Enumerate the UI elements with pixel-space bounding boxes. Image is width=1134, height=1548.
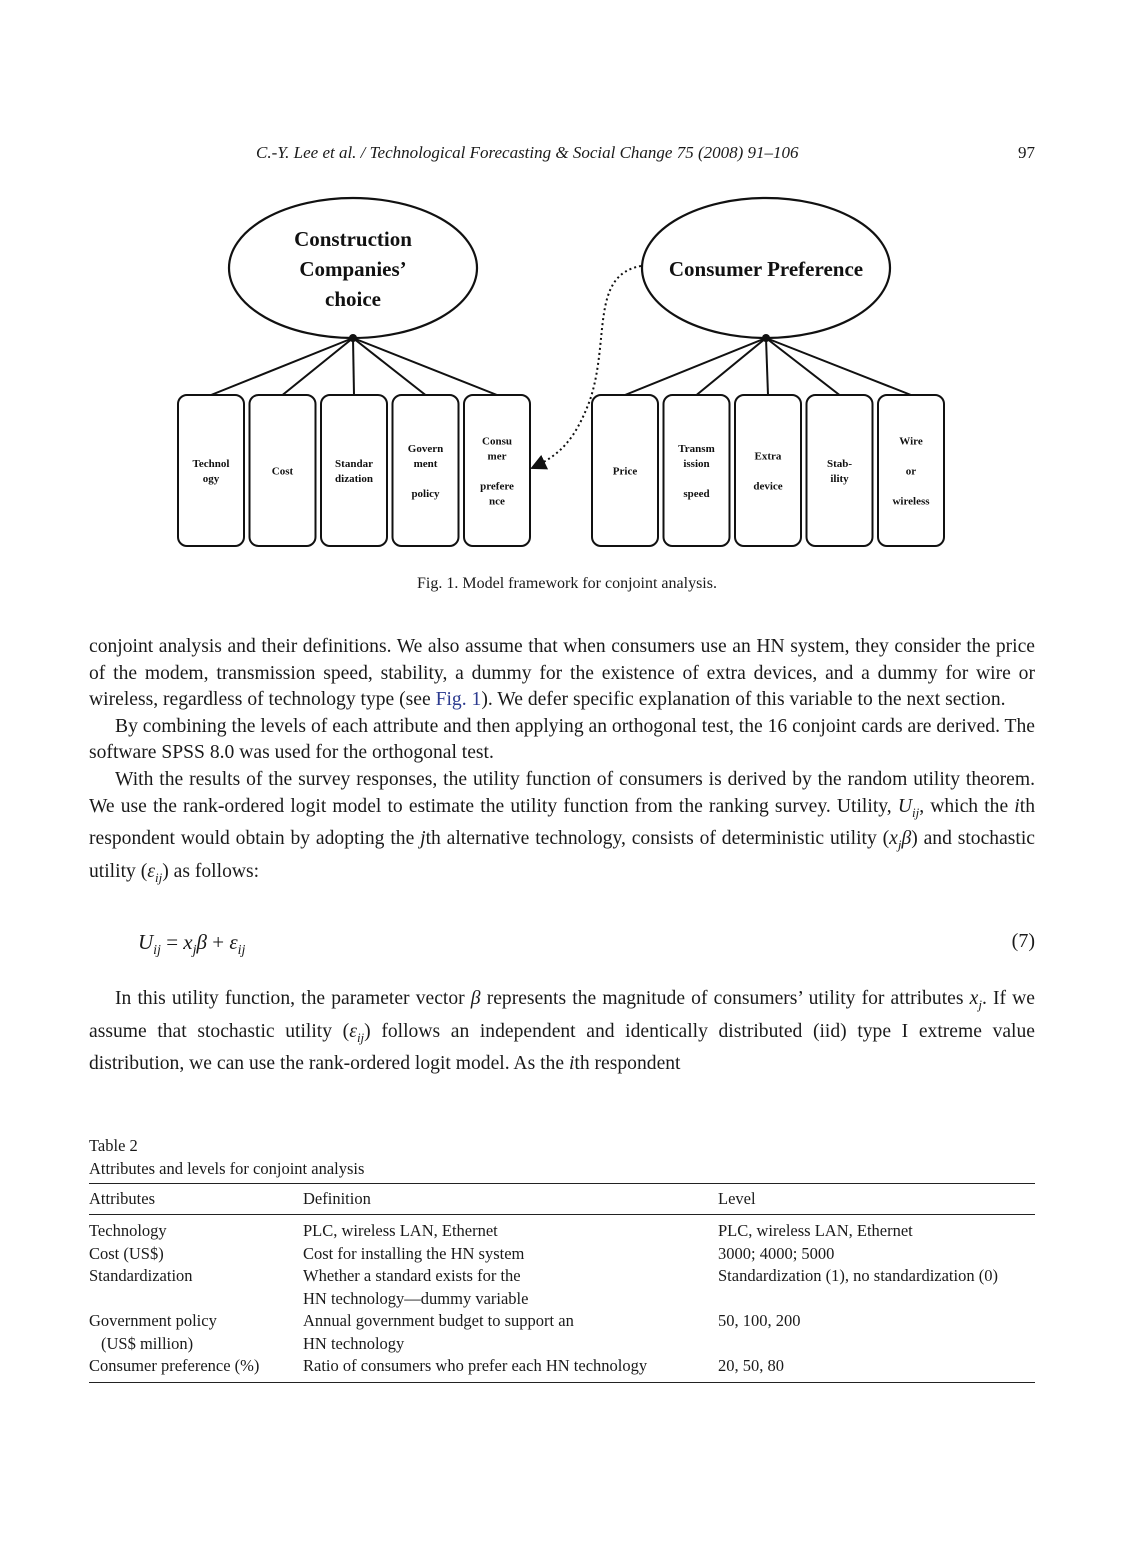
left-attribute-boxes: [178, 334, 530, 546]
left-attribute-label: dization: [335, 473, 373, 485]
cell-attribute: Technology: [89, 1221, 167, 1240]
right-attribute-label: Price: [612, 465, 638, 478]
table-row: [89, 1243, 1035, 1266]
cell-attribute: Standardization: [89, 1266, 193, 1285]
paragraph-1: conjoint analysis and their definitions. We also assume that when consumers use an HN system, they consider the price of the modem, transmission speed, stability, a dummy for the existence of extra devices, and a dummy for wire or wireless, regardless of technology type (see Fig. 1). We defer specific explanation of this variable to the next section.: [89, 636, 1035, 711]
cell-definition: PLC, wireless LAN, Ethernet: [303, 1221, 498, 1240]
right-connector-line: [766, 338, 768, 395]
table-row: [89, 1355, 1035, 1382]
left-connector-line: [283, 338, 354, 395]
figure-model-framework: [0, 0, 1134, 570]
right-attribute-label: ission: [683, 458, 710, 470]
cell-level: PLC, wireless LAN, Ethernet: [718, 1221, 913, 1240]
left-attribute-label: Consu: [482, 435, 512, 448]
right-connector-line: [697, 338, 767, 395]
cell-level: 20, 50, 80: [718, 1355, 1035, 1382]
table-number: Table 2: [89, 1136, 138, 1155]
cell-attribute: Consumer preference (%): [89, 1355, 303, 1382]
right-hub-dot: [762, 334, 770, 342]
left-attribute-label: Standar: [335, 458, 373, 470]
right-attribute-label: Transm: [678, 443, 715, 455]
right-attribute-box: [735, 395, 801, 546]
left-node-line-1: Construction: [294, 227, 412, 251]
right-attribute-label: speed: [683, 488, 710, 500]
table-label: [89, 1134, 364, 1180]
left-connector-line: [353, 338, 497, 395]
equation-number: (7): [1011, 930, 1035, 952]
left-attribute-label: ment: [413, 458, 438, 470]
running-title: C.-Y. Lee et al. / Technological Forecasting & Social Change 75 (2008) 91–106: [256, 143, 799, 162]
table-title: Attributes and levels for conjoint analysis: [89, 1159, 365, 1178]
left-node-line-3: choice: [325, 287, 381, 311]
paragraph-3: With the results of the survey responses, the utility function of consumers is derived by the random utility theorem. We use the rank-ordered logit model to estimate the utility function from the ranking survey. Utility, $U_{ij}$, which the ith respondent would obtain by adopting the jth alternative technology, consists of deterministic utility $(x_j\beta)$ and stochastic utility $(\varepsilon_{ij})$ as follows:: [89, 768, 1035, 885]
right-attribute-boxes: [592, 334, 944, 546]
table-row: [89, 1265, 1035, 1310]
left-attribute-label: policy: [411, 488, 440, 500]
cell-attribute: Cost (US$): [89, 1243, 164, 1263]
left-attribute-label: mer: [487, 450, 507, 463]
cell-level: 50, 100, 200: [718, 1311, 801, 1330]
right-attribute-label: Extra: [754, 450, 782, 463]
right-attribute-label: ility: [830, 473, 849, 485]
left-connector-line: [211, 338, 353, 395]
right-node-label: Consumer Preference: [668, 257, 864, 281]
table-row: [89, 1215, 1035, 1243]
right-attribute-label: Wire: [899, 435, 923, 448]
header-attributes: Attributes: [89, 1184, 303, 1215]
right-attribute-label: or: [905, 465, 917, 478]
left-attribute-label: Technol: [192, 458, 230, 470]
fig-1-link[interactable]: Fig. 1: [435, 689, 482, 711]
right-attribute-label: Stab-: [826, 458, 853, 470]
cell-attribute: Government policy (US$ million): [89, 1311, 217, 1353]
left-connector-line: [353, 338, 354, 395]
attributes-table: [89, 1183, 1035, 1383]
cell-level: Standardization (1), no standardization (0): [718, 1266, 998, 1285]
cell-definition: Annual government budget to support an HN technology: [303, 1311, 574, 1353]
right-connector-line: [625, 338, 766, 395]
cell-definition: Ratio of consumers who prefer each HN technology: [303, 1355, 718, 1382]
right-attribute-box: [807, 395, 873, 546]
left-hub-dot: [349, 334, 357, 342]
equation-7: $U_{ij} = x_j\beta + \varepsilon_{ij}$: [138, 930, 246, 959]
left-attribute-label: nce: [489, 495, 505, 508]
left-attribute-box: [178, 395, 244, 546]
right-connector-line: [766, 338, 911, 395]
left-connector-line: [353, 338, 426, 395]
paragraph-4: In this utility function, the parameter vector β represents the magnitude of consumers’ utility for attributes $x_j$. If we assume that stochastic utility $(\varepsilon_{ij})$ follows an independent and identically distributed (iid) type I extreme value distribution, we can use the rank-ordered logit model. As the ith respondent: [89, 988, 1035, 1074]
cell-definition: Whether a standard exists for the HN technology—dummy variable: [303, 1266, 529, 1308]
cell-definition: Cost for installing the HN system: [303, 1243, 525, 1263]
body-text-2: [89, 986, 1035, 1078]
table-row: [89, 1310, 1035, 1355]
figure-caption: Fig. 1. Model framework for conjoint analysis.: [417, 575, 717, 592]
left-attribute-box: [393, 395, 459, 546]
right-attribute-box: [664, 395, 730, 546]
right-attribute-label: device: [753, 480, 783, 493]
header-level: Level: [718, 1184, 1035, 1215]
cell-level: 3000; 4000; 5000: [718, 1243, 835, 1263]
left-attribute-box: [321, 395, 387, 546]
left-attribute-label: prefere: [480, 480, 514, 493]
right-connector-line: [766, 338, 840, 395]
body-text: [89, 634, 1035, 891]
paragraph-2: By combining the levels of each attribute and then applying an orthogonal test, the 16 conjoint cards are derived. The software SPSS 8.0 was used for the orthogonal test.: [89, 715, 1035, 764]
right-attribute-label: wireless: [892, 495, 930, 508]
left-attribute-label: Govern: [407, 443, 444, 455]
table-header-row: [89, 1184, 1035, 1215]
page-number: 97: [1018, 143, 1035, 162]
left-attribute-label: ogy: [202, 473, 220, 485]
left-attribute-label: Cost: [271, 465, 294, 478]
left-node-line-2: Companies’: [299, 257, 407, 281]
left-attribute-box: [464, 395, 530, 546]
header-definition: Definition: [303, 1184, 718, 1215]
